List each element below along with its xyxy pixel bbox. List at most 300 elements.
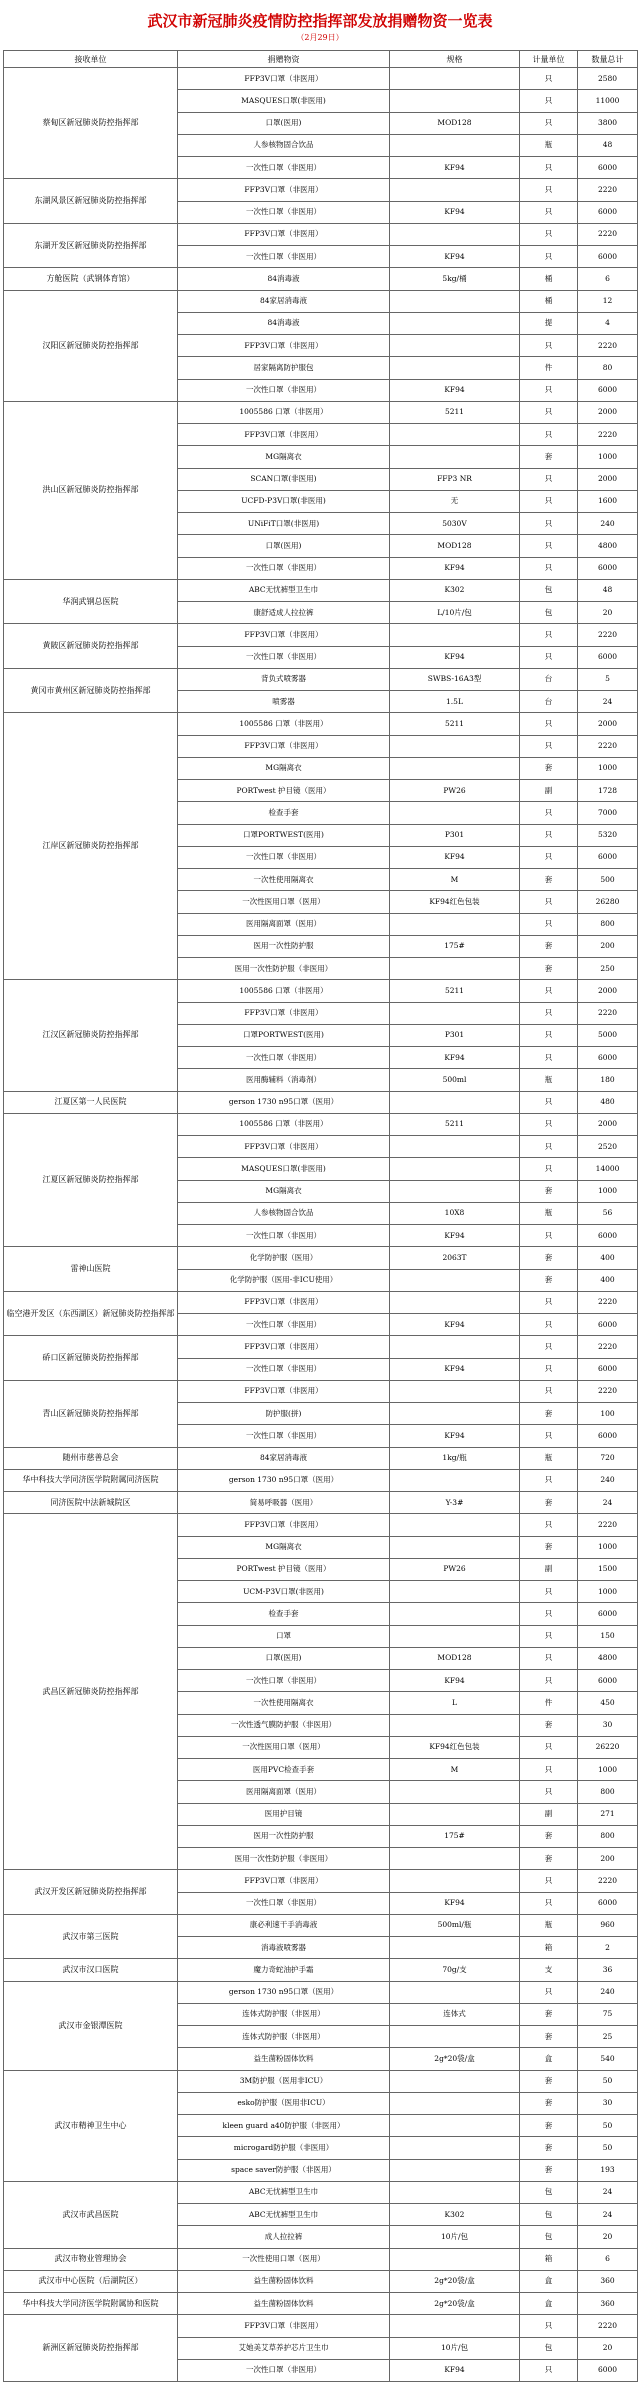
quantity-cell: 30 bbox=[578, 1714, 638, 1736]
measure-cell: 套 bbox=[520, 1269, 578, 1291]
quantity-cell: 80 bbox=[578, 357, 638, 379]
measure-cell: 只 bbox=[520, 468, 578, 490]
spec-cell: KF94 bbox=[390, 557, 520, 579]
measure-cell: 只 bbox=[520, 424, 578, 446]
header-spec: 规格 bbox=[390, 51, 520, 68]
quantity-cell: 240 bbox=[578, 1469, 638, 1491]
measure-cell: 只 bbox=[520, 490, 578, 512]
quantity-cell: 75 bbox=[578, 2003, 638, 2025]
measure-cell: 套 bbox=[520, 1848, 578, 1870]
spec-cell: KF94 bbox=[390, 1047, 520, 1069]
spec-cell: K302 bbox=[390, 579, 520, 601]
spec-cell: MOD128 bbox=[390, 535, 520, 557]
item-cell: 连体式防护服（非医用） bbox=[178, 2026, 390, 2048]
spec-cell: 2g*20袋/盒 bbox=[390, 2293, 520, 2315]
item-cell: 医用PVC检查手套 bbox=[178, 1759, 390, 1781]
spec-cell bbox=[390, 1514, 520, 1536]
measure-cell: 只 bbox=[520, 1136, 578, 1158]
spec-cell: KF94 bbox=[390, 846, 520, 868]
table-header-row bbox=[4, 51, 638, 68]
measure-cell: 只 bbox=[520, 1759, 578, 1781]
spec-cell bbox=[390, 1336, 520, 1358]
measure-cell: 只 bbox=[520, 1158, 578, 1180]
item-cell: FFP3V口罩（非医用） bbox=[178, 1870, 390, 1892]
spec-cell: KF94 bbox=[390, 1425, 520, 1447]
table-row bbox=[4, 1469, 638, 1491]
spec-cell bbox=[390, 312, 520, 334]
item-cell: 成人拉拉裤 bbox=[178, 2226, 390, 2248]
table-row bbox=[4, 179, 638, 201]
receiver-cell: 黄冈市黄州区新冠肺炎防控指挥部 bbox=[4, 668, 178, 713]
spec-cell: P301 bbox=[390, 824, 520, 846]
spec-cell bbox=[390, 802, 520, 824]
table-row bbox=[4, 223, 638, 245]
item-cell: FFP3V口罩（非医用） bbox=[178, 223, 390, 245]
measure-cell: 套 bbox=[520, 2137, 578, 2159]
quantity-cell: 6000 bbox=[578, 1047, 638, 1069]
spec-cell: 5211 bbox=[390, 1113, 520, 1135]
spec-cell: MOD128 bbox=[390, 1647, 520, 1669]
item-cell: 医用隔离面罩（医用） bbox=[178, 1781, 390, 1803]
measure-cell: 只 bbox=[520, 1670, 578, 1692]
table-row bbox=[4, 1336, 638, 1358]
spec-cell bbox=[390, 624, 520, 646]
quantity-cell: 1000 bbox=[578, 1536, 638, 1558]
item-cell: 一次性使用口罩（医用） bbox=[178, 2248, 390, 2270]
quantity-cell: 240 bbox=[578, 1981, 638, 2003]
measure-cell: 盒 bbox=[520, 2048, 578, 2070]
spec-cell: M bbox=[390, 1759, 520, 1781]
spec-cell: 2g*20袋/盒 bbox=[390, 2048, 520, 2070]
measure-cell: 只 bbox=[520, 1736, 578, 1758]
item-cell: 一次性口罩（非医用） bbox=[178, 2359, 390, 2381]
spec-cell bbox=[390, 1091, 520, 1113]
measure-cell: 只 bbox=[520, 1981, 578, 2003]
measure-cell: 套 bbox=[520, 1403, 578, 1425]
quantity-cell: 2220 bbox=[578, 335, 638, 357]
quantity-cell: 36 bbox=[578, 1959, 638, 1981]
quantity-cell: 480 bbox=[578, 1091, 638, 1113]
spec-cell: P301 bbox=[390, 1024, 520, 1046]
table-row bbox=[4, 668, 638, 690]
measure-cell: 只 bbox=[520, 1647, 578, 1669]
spec-cell bbox=[390, 223, 520, 245]
spec-cell: PW26 bbox=[390, 780, 520, 802]
table-row bbox=[4, 1291, 638, 1313]
quantity-cell: 500 bbox=[578, 869, 638, 891]
measure-cell: 套 bbox=[520, 2159, 578, 2181]
spec-cell: M bbox=[390, 869, 520, 891]
quantity-cell: 20 bbox=[578, 2337, 638, 2359]
spec-cell: 10片/包 bbox=[390, 2337, 520, 2359]
measure-cell: 套 bbox=[520, 958, 578, 980]
measure-cell: 套 bbox=[520, 1714, 578, 1736]
measure-cell: 只 bbox=[520, 1091, 578, 1113]
table-row bbox=[4, 980, 638, 1002]
measure-cell: 只 bbox=[520, 1113, 578, 1135]
spec-cell bbox=[390, 424, 520, 446]
quantity-cell: 2220 bbox=[578, 1380, 638, 1402]
spec-cell: 5kg/桶 bbox=[390, 268, 520, 290]
quantity-cell: 240 bbox=[578, 513, 638, 535]
donation-table bbox=[3, 50, 638, 2382]
measure-cell: 套 bbox=[520, 869, 578, 891]
measure-cell: 只 bbox=[520, 179, 578, 201]
item-cell: 一次性口罩（非医用） bbox=[178, 1225, 390, 1247]
spec-cell: L bbox=[390, 1692, 520, 1714]
quantity-cell: 26280 bbox=[578, 891, 638, 913]
measure-cell: 只 bbox=[520, 1581, 578, 1603]
measure-cell: 箱 bbox=[520, 1937, 578, 1959]
item-cell: 益生菌粉固体饮料 bbox=[178, 2270, 390, 2292]
measure-cell: 只 bbox=[520, 1603, 578, 1625]
spec-cell bbox=[390, 2115, 520, 2137]
quantity-cell: 24 bbox=[578, 691, 638, 713]
quantity-cell: 26220 bbox=[578, 1736, 638, 1758]
spec-cell: 连体式 bbox=[390, 2003, 520, 2025]
spec-cell bbox=[390, 1848, 520, 1870]
quantity-cell: 800 bbox=[578, 1825, 638, 1847]
item-cell: MG隔离衣 bbox=[178, 1180, 390, 1202]
spec-cell: KF94 bbox=[390, 1225, 520, 1247]
quantity-cell: 48 bbox=[578, 134, 638, 156]
table-row bbox=[4, 1380, 638, 1402]
table-row bbox=[4, 1113, 638, 1135]
item-cell: 一次性使用隔离衣 bbox=[178, 869, 390, 891]
table-row bbox=[4, 1247, 638, 1269]
quantity-cell: 800 bbox=[578, 1781, 638, 1803]
quantity-cell: 150 bbox=[578, 1625, 638, 1647]
quantity-cell: 6000 bbox=[578, 379, 638, 401]
item-cell: gerson 1730 n95口罩（医用） bbox=[178, 1981, 390, 2003]
spec-cell bbox=[390, 1002, 520, 1024]
item-cell: 康舒适成人拉拉裤 bbox=[178, 602, 390, 624]
measure-cell: 套 bbox=[520, 1492, 578, 1514]
quantity-cell: 450 bbox=[578, 1692, 638, 1714]
quantity-cell: 2000 bbox=[578, 468, 638, 490]
item-cell: 一次性口罩（非医用） bbox=[178, 1358, 390, 1380]
spec-cell bbox=[390, 2159, 520, 2181]
receiver-cell: 汉阳区新冠肺炎防控指挥部 bbox=[4, 290, 178, 401]
quantity-cell: 360 bbox=[578, 2270, 638, 2292]
quantity-cell: 6000 bbox=[578, 1358, 638, 1380]
item-cell: UNiFiT口罩(非医用) bbox=[178, 513, 390, 535]
quantity-cell: 6000 bbox=[578, 2359, 638, 2381]
measure-cell: 提 bbox=[520, 312, 578, 334]
item-cell: UCFD-P3V口罩(非医用) bbox=[178, 490, 390, 512]
measure-cell: 盒 bbox=[520, 2293, 578, 2315]
measure-cell: 只 bbox=[520, 557, 578, 579]
measure-cell: 只 bbox=[520, 1625, 578, 1647]
quantity-cell: 2000 bbox=[578, 980, 638, 1002]
measure-cell: 只 bbox=[520, 1358, 578, 1380]
spec-cell bbox=[390, 2026, 520, 2048]
quantity-cell: 6000 bbox=[578, 1670, 638, 1692]
item-cell: 医用一次性防护服（非医用） bbox=[178, 958, 390, 980]
measure-cell: 盒 bbox=[520, 2270, 578, 2292]
measure-cell: 只 bbox=[520, 1024, 578, 1046]
quantity-cell: 50 bbox=[578, 2070, 638, 2092]
receiver-cell: 雷神山医院 bbox=[4, 1247, 178, 1292]
header-quantity: 数量总计 bbox=[578, 51, 638, 68]
measure-cell: 只 bbox=[520, 846, 578, 868]
item-cell: 口罩(医用) bbox=[178, 535, 390, 557]
measure-cell: 只 bbox=[520, 68, 578, 90]
spec-cell bbox=[390, 2315, 520, 2337]
spec-cell: 1.5L bbox=[390, 691, 520, 713]
item-cell: 一次性口罩（非医用） bbox=[178, 201, 390, 223]
measure-cell: 件 bbox=[520, 1692, 578, 1714]
item-cell: FFP3V口罩（非医用） bbox=[178, 1291, 390, 1313]
table-row bbox=[4, 1870, 638, 1892]
quantity-cell: 2220 bbox=[578, 1870, 638, 1892]
item-cell: 防护服(拼) bbox=[178, 1403, 390, 1425]
measure-cell: 只 bbox=[520, 980, 578, 1002]
item-cell: MASQUES口罩(非医用) bbox=[178, 1158, 390, 1180]
measure-cell: 瓶 bbox=[520, 134, 578, 156]
receiver-cell: 武汉开发区新冠肺炎防控指挥部 bbox=[4, 1870, 178, 1915]
measure-cell: 套 bbox=[520, 2115, 578, 2137]
receiver-cell: 硚口区新冠肺炎防控指挥部 bbox=[4, 1336, 178, 1381]
measure-cell: 只 bbox=[520, 513, 578, 535]
item-cell: 84家居消毒液 bbox=[178, 1447, 390, 1469]
table-row bbox=[4, 1514, 638, 1536]
measure-cell: 套 bbox=[520, 1536, 578, 1558]
item-cell: 医用一次性防护服 bbox=[178, 1825, 390, 1847]
item-cell: 喷雾器 bbox=[178, 691, 390, 713]
measure-cell: 包 bbox=[520, 2337, 578, 2359]
quantity-cell: 1500 bbox=[578, 1558, 638, 1580]
item-cell: 1005586 口罩（非医用） bbox=[178, 980, 390, 1002]
spec-cell bbox=[390, 735, 520, 757]
quantity-cell: 56 bbox=[578, 1202, 638, 1224]
header-item: 捐赠物资 bbox=[178, 51, 390, 68]
quantity-cell: 2220 bbox=[578, 624, 638, 646]
measure-cell: 只 bbox=[520, 1002, 578, 1024]
spec-cell: KF94红色包装 bbox=[390, 1736, 520, 1758]
quantity-cell: 25 bbox=[578, 2026, 638, 2048]
quantity-cell: 360 bbox=[578, 2293, 638, 2315]
item-cell: 检查手套 bbox=[178, 1603, 390, 1625]
measure-cell: 只 bbox=[520, 1047, 578, 1069]
measure-cell: 只 bbox=[520, 735, 578, 757]
spec-cell: MOD128 bbox=[390, 112, 520, 134]
item-cell: FFP3V口罩（非医用） bbox=[178, 1514, 390, 1536]
measure-cell: 只 bbox=[520, 646, 578, 668]
item-cell: 口罩(医用) bbox=[178, 1647, 390, 1669]
item-cell: 背负式喷雾器 bbox=[178, 668, 390, 690]
quantity-cell: 193 bbox=[578, 2159, 638, 2181]
spec-cell: PW26 bbox=[390, 1558, 520, 1580]
item-cell: 84消毒液 bbox=[178, 268, 390, 290]
quantity-cell: 20 bbox=[578, 602, 638, 624]
spec-cell: KF94 bbox=[390, 1892, 520, 1914]
measure-cell: 只 bbox=[520, 1291, 578, 1313]
spec-cell: KF94 bbox=[390, 2359, 520, 2381]
spec-cell: 无 bbox=[390, 490, 520, 512]
spec-cell bbox=[390, 1291, 520, 1313]
item-cell: FFP3V口罩（非医用） bbox=[178, 735, 390, 757]
receiver-cell: 江汉区新冠肺炎防控指挥部 bbox=[4, 980, 178, 1091]
quantity-cell: 1000 bbox=[578, 1759, 638, 1781]
spec-cell: 10片/包 bbox=[390, 2226, 520, 2248]
spec-cell bbox=[390, 446, 520, 468]
table-row bbox=[4, 268, 638, 290]
measure-cell: 包 bbox=[520, 2204, 578, 2226]
item-cell: 口罩PORTWEST(医用) bbox=[178, 1024, 390, 1046]
spec-cell: FFP3 NR bbox=[390, 468, 520, 490]
measure-cell: 副 bbox=[520, 780, 578, 802]
item-cell: FFP3V口罩（非医用） bbox=[178, 1002, 390, 1024]
measure-cell: 只 bbox=[520, 1870, 578, 1892]
table-body bbox=[4, 68, 638, 2382]
measure-cell: 台 bbox=[520, 691, 578, 713]
spec-cell: 500ml bbox=[390, 1069, 520, 1091]
spec-cell bbox=[390, 1269, 520, 1291]
quantity-cell: 5 bbox=[578, 668, 638, 690]
spec-cell bbox=[390, 1937, 520, 1959]
spec-cell: 175# bbox=[390, 1825, 520, 1847]
item-cell: 人参核物固合饮品 bbox=[178, 1202, 390, 1224]
quantity-cell: 200 bbox=[578, 935, 638, 957]
measure-cell: 套 bbox=[520, 2026, 578, 2048]
measure-cell: 只 bbox=[520, 1314, 578, 1336]
receiver-cell: 黄陂区新冠肺炎防控指挥部 bbox=[4, 624, 178, 669]
receiver-cell: 江夏区新冠肺炎防控指挥部 bbox=[4, 1113, 178, 1247]
measure-cell: 台 bbox=[520, 668, 578, 690]
receiver-cell: 武昌区新冠肺炎防控指挥部 bbox=[4, 1514, 178, 1870]
item-cell: FFP3V口罩（非医用） bbox=[178, 2315, 390, 2337]
item-cell: gerson 1730 n95口罩（医用） bbox=[178, 1469, 390, 1491]
quantity-cell: 6000 bbox=[578, 557, 638, 579]
item-cell: 医用护目镜 bbox=[178, 1803, 390, 1825]
quantity-cell: 50 bbox=[578, 2137, 638, 2159]
quantity-cell: 540 bbox=[578, 2048, 638, 2070]
quantity-cell: 100 bbox=[578, 1403, 638, 1425]
measure-cell: 只 bbox=[520, 802, 578, 824]
item-cell: 艾她美艾草养护芯片卫生巾 bbox=[178, 2337, 390, 2359]
spec-cell bbox=[390, 357, 520, 379]
measure-cell: 箱 bbox=[520, 2248, 578, 2270]
measure-cell: 只 bbox=[520, 246, 578, 268]
measure-cell: 副 bbox=[520, 1558, 578, 1580]
spec-cell: Y-3# bbox=[390, 1492, 520, 1514]
measure-cell: 只 bbox=[520, 335, 578, 357]
quantity-cell: 6 bbox=[578, 268, 638, 290]
item-cell: microgard防护服（非医用） bbox=[178, 2137, 390, 2159]
spec-cell: KF94红色包装 bbox=[390, 891, 520, 913]
quantity-cell: 2000 bbox=[578, 1113, 638, 1135]
item-cell: 一次性口罩（非医用） bbox=[178, 1047, 390, 1069]
spec-cell bbox=[390, 757, 520, 779]
table-row bbox=[4, 1447, 638, 1469]
spec-cell bbox=[390, 1714, 520, 1736]
item-cell: 人参核物固合饮品 bbox=[178, 134, 390, 156]
table-row bbox=[4, 2070, 638, 2092]
spec-cell: L/10片/包 bbox=[390, 602, 520, 624]
item-cell: 简易呼吸器（医用） bbox=[178, 1492, 390, 1514]
item-cell: MG隔离衣 bbox=[178, 757, 390, 779]
item-cell: 益生菌粉固体饮料 bbox=[178, 2293, 390, 2315]
item-cell: 一次性口罩（非医用） bbox=[178, 846, 390, 868]
header-receiver: 接收单位 bbox=[4, 51, 178, 68]
item-cell: PORTwest 护目镜（医用） bbox=[178, 780, 390, 802]
spec-cell bbox=[390, 134, 520, 156]
item-cell: MASQUES口罩(非医用) bbox=[178, 90, 390, 112]
receiver-cell: 武汉市金银潭医院 bbox=[4, 1981, 178, 2070]
measure-cell: 瓶 bbox=[520, 1447, 578, 1469]
item-cell: 一次性口罩（非医用） bbox=[178, 246, 390, 268]
spec-cell: SWBS-16A3型 bbox=[390, 668, 520, 690]
spec-cell bbox=[390, 1581, 520, 1603]
measure-cell: 只 bbox=[520, 1336, 578, 1358]
receiver-cell: 江夏区第一人民医院 bbox=[4, 1091, 178, 1113]
spec-cell: KF94 bbox=[390, 379, 520, 401]
measure-cell: 套 bbox=[520, 446, 578, 468]
quantity-cell: 4800 bbox=[578, 535, 638, 557]
table-row bbox=[4, 2270, 638, 2292]
quantity-cell: 960 bbox=[578, 1914, 638, 1936]
spec-cell: 5211 bbox=[390, 401, 520, 423]
spec-cell: 70g/支 bbox=[390, 1959, 520, 1981]
item-cell: 一次性医用口罩（医用） bbox=[178, 891, 390, 913]
measure-cell: 套 bbox=[520, 2070, 578, 2092]
measure-cell: 只 bbox=[520, 1469, 578, 1491]
header-unit: 计量单位 bbox=[520, 51, 578, 68]
item-cell: 化学防护服（医用-非ICU使用） bbox=[178, 1269, 390, 1291]
table-row bbox=[4, 1914, 638, 1936]
receiver-cell: 方舱医院（武钢体育馆） bbox=[4, 268, 178, 290]
quantity-cell: 200 bbox=[578, 1848, 638, 1870]
measure-cell: 套 bbox=[520, 2003, 578, 2025]
quantity-cell: 800 bbox=[578, 913, 638, 935]
quantity-cell: 271 bbox=[578, 1803, 638, 1825]
measure-cell: 只 bbox=[520, 401, 578, 423]
measure-cell: 只 bbox=[520, 2359, 578, 2381]
quantity-cell: 2220 bbox=[578, 1002, 638, 1024]
quantity-cell: 1728 bbox=[578, 780, 638, 802]
table-row bbox=[4, 1492, 638, 1514]
table-row bbox=[4, 2248, 638, 2270]
item-cell: 一次性口罩（非医用） bbox=[178, 1425, 390, 1447]
spec-cell bbox=[390, 1469, 520, 1491]
receiver-cell: 华润武钢总医院 bbox=[4, 579, 178, 624]
quantity-cell: 4 bbox=[578, 312, 638, 334]
quantity-cell: 11000 bbox=[578, 90, 638, 112]
page-subtitle: （2月29日） bbox=[296, 33, 344, 42]
spec-cell: 5211 bbox=[390, 713, 520, 735]
quantity-cell: 6000 bbox=[578, 1892, 638, 1914]
item-cell: 医用酶辅料（消毒剂） bbox=[178, 1069, 390, 1091]
spec-cell: 5030V bbox=[390, 513, 520, 535]
item-cell: 84家居消毒液 bbox=[178, 290, 390, 312]
measure-cell: 只 bbox=[520, 1380, 578, 1402]
receiver-cell: 武汉市物业管理协会 bbox=[4, 2248, 178, 2270]
item-cell: 3M防护服（医用非ICU） bbox=[178, 2070, 390, 2092]
quantity-cell: 6000 bbox=[578, 246, 638, 268]
measure-cell: 只 bbox=[520, 913, 578, 935]
measure-cell: 包 bbox=[520, 579, 578, 601]
item-cell: FFP3V口罩（非医用） bbox=[178, 335, 390, 357]
spec-cell: 10X8 bbox=[390, 1202, 520, 1224]
item-cell: 连体式防护服（非医用） bbox=[178, 2003, 390, 2025]
spec-cell bbox=[390, 1403, 520, 1425]
measure-cell: 套 bbox=[520, 1247, 578, 1269]
item-cell: kleen guard a40防护服（非医用） bbox=[178, 2115, 390, 2137]
receiver-cell: 武汉市中心医院（后湖院区） bbox=[4, 2270, 178, 2292]
table-row bbox=[4, 68, 638, 90]
receiver-cell: 华中科技大学同济医学院附属协和医院 bbox=[4, 2293, 178, 2315]
